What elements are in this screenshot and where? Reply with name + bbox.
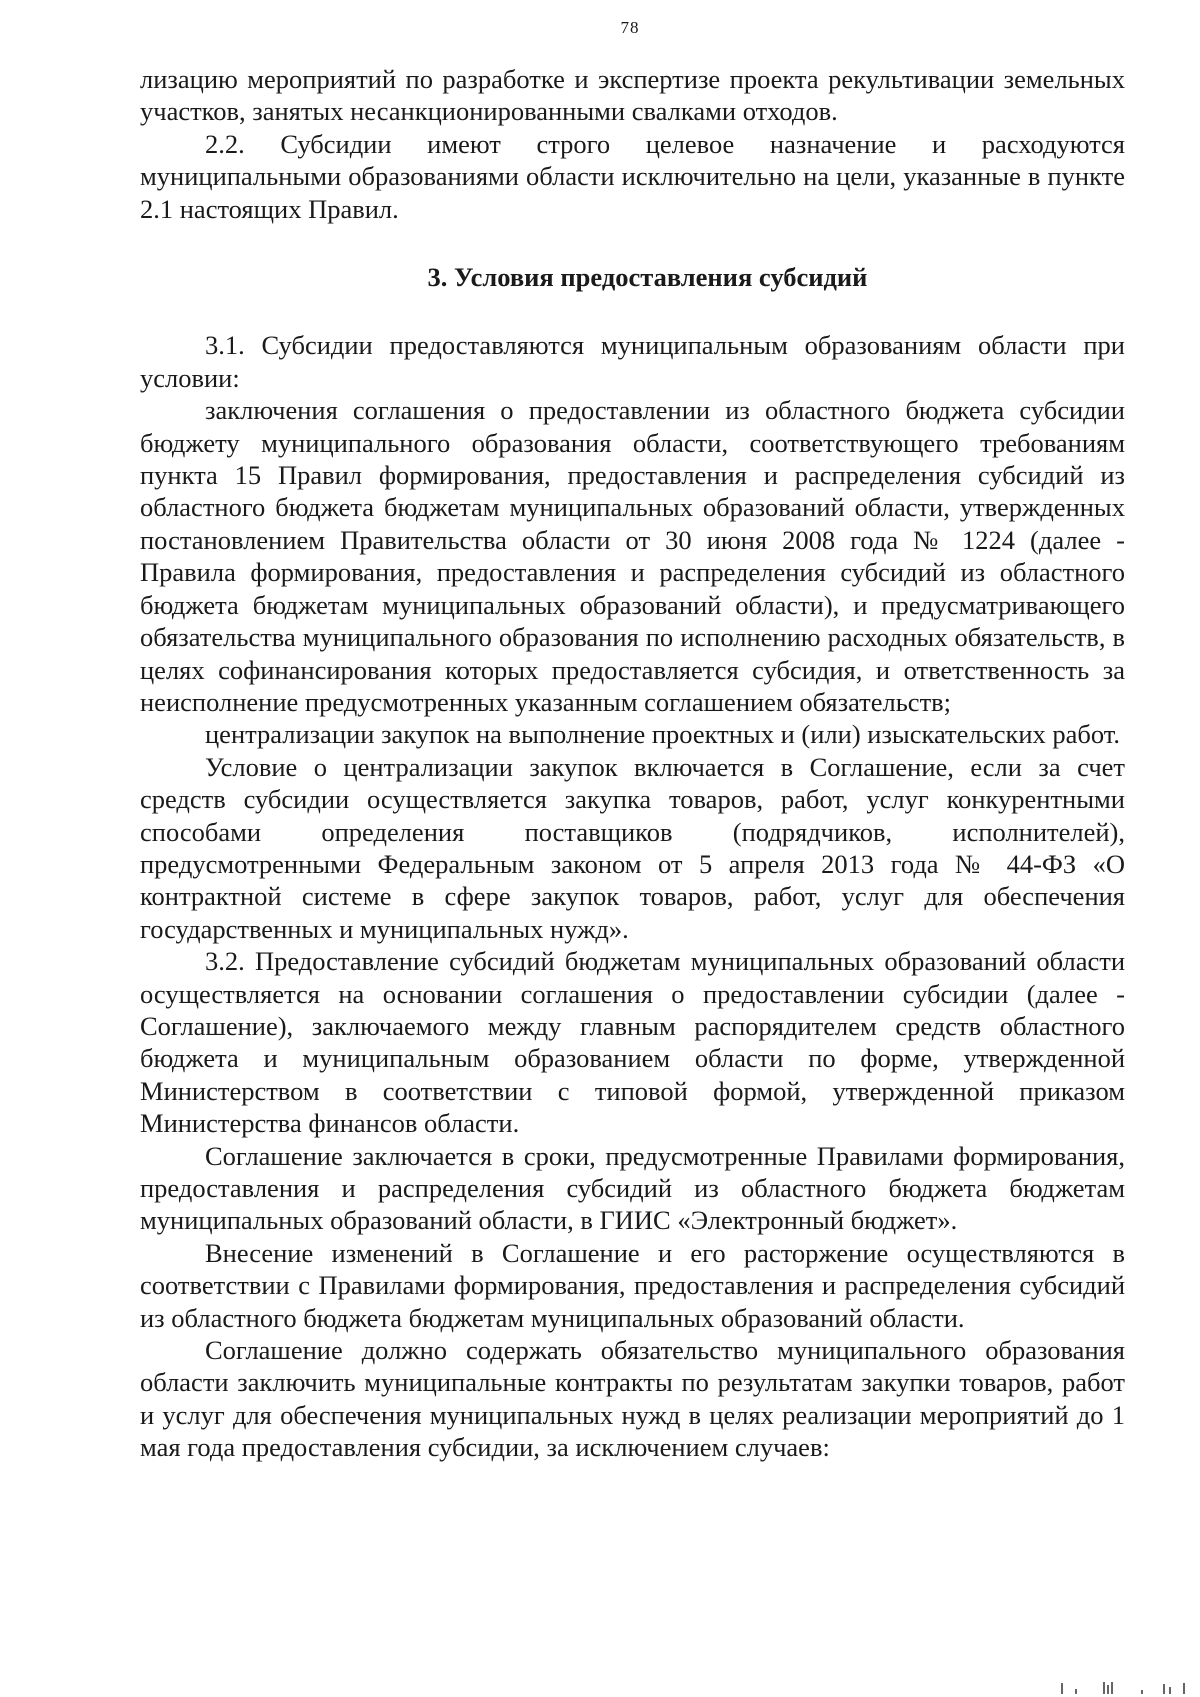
- paragraph-2-2: 2.2. Субсидии имеют строго целевое назначение и расходуются муниципальными образованиями области исключительно на цели, указанные в пункте 2.1 настоящих Правил.: [140, 128, 1125, 224]
- paragraph-3-1-centralization: централизации закупок на выполнение проектных и (или) изыскательских работ.: [205, 719, 1121, 750]
- scan-artifact-marks: [1044, 1681, 1194, 1695]
- paragraph-3-2: 3.2. Предоставление субсидий бюджетам муниципальных образований области осуществляется на основании соглашения о предоставлении субсидии (далее - Соглашение), заключаемого между главным распорядителем средств областного бюджета и муниципальным образованием области по форме, утвержденной Министерством в соответствии с типовой формой, утвержденной приказом Министерства финансов области.: [140, 946, 1125, 1139]
- paragraph-continuation: лизацию мероприятий по разработке и экспертизе проекта рекультивации земельных участков, занятых несанкционированными свалками отходов.: [140, 64, 1125, 127]
- paragraph-3-1-agreement: заключения соглашения о предоставлении из областного бюджета субсидии бюджету муниципального образования области, соответствующего требованиям пункта 15 Правил формирования, предоставления и распределения субсидий из областного бюджета бюджетам муниципальных образований области, утвержденных постановлением Правительства области от 30 июня 2008 года № 1224 (далее - Правила формирования, предоставления и распределения субсидий из областного бюджета бюджетам муниципальных образований области), и предусматривающего обязательства муниципального образования по исполнению расходных обязательств, в целях софинансирования которых предоставляется субсидия, и ответственность за неисполнение предусмотренных указанным соглашением обязательств;: [140, 395, 1125, 717]
- page-number: 78: [620, 18, 640, 37]
- paragraph-agreement-terms: Соглашение заключается в сроки, предусмотренные Правилами формирования, предоставления и распределения субсидий из областного бюджета бюджетам муниципальных образований области, в ГИИС «Электронный бюджет».: [140, 1140, 1125, 1236]
- paragraph-centralization-condition: Условие о централизации закупок включается в Соглашение, если за счет средств субсидии осуществляется закупка товаров, работ, услуг конкурентными способами определения поставщиков (подрядчиков, исполнителей), предусмотренными Федеральным законом от 5 апреля 2013 года № 44-ФЗ «О контрактной системе в сфере закупок товаров, работ, услуг для обеспечения государственных и муниципальных нужд».: [140, 751, 1125, 944]
- document-body: [140, 63, 1125, 1464]
- paragraph-3-1: 3.1. Субсидии предоставляются муниципальным образованиям области при условии:: [140, 330, 1125, 393]
- paragraph-amendments: Внесение изменений в Соглашение и его расторжение осуществляются в соответствии с Правилами формирования, предоставления и распределения субсидий из областного бюджета бюджетам муниципальных образований области.: [140, 1237, 1125, 1333]
- paragraph-contract-obligation: Соглашение должно содержать обязательство муниципального образования области заключить муниципальные контракты по результатам закупки товаров, работ и услуг для обеспечения муниципальных нужд в целях реализации мероприятий до 1 мая года предоставления субсидии, за исключением случаев:: [140, 1335, 1125, 1463]
- section-heading: 3. Условия предоставления субсидий: [427, 262, 868, 293]
